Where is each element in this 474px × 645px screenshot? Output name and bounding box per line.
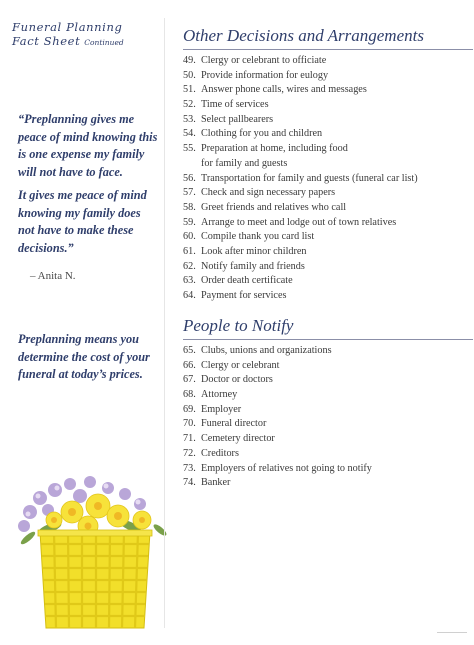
list-item-number: 64. xyxy=(183,290,196,302)
basket xyxy=(38,530,152,628)
list-item xyxy=(183,113,473,128)
list-item-number: 63. xyxy=(183,275,196,287)
list-item xyxy=(183,98,473,113)
list-item-number: 70. xyxy=(183,418,196,430)
list-item xyxy=(183,83,473,98)
testimonial-quote xyxy=(18,111,158,263)
notify-heading-rule xyxy=(183,339,473,340)
flower-basket-image xyxy=(10,470,170,630)
decisions-heading: Other Decisions and Arrangements xyxy=(183,26,424,45)
footer-rule xyxy=(437,632,467,633)
sidebar xyxy=(0,0,162,645)
list-item xyxy=(183,432,473,447)
list-item-text: Clergy or celebrant to officiate xyxy=(201,55,327,66)
list-item xyxy=(183,274,473,289)
list-item xyxy=(183,373,473,388)
sheet-title-line2: Fact Sheet xyxy=(12,34,81,48)
preplanning-tagline: Preplanning means you determine the cost of your funeral at today’s prices. xyxy=(18,332,150,381)
list-item xyxy=(183,476,473,491)
list-item-number: 67. xyxy=(183,374,196,386)
list-item-text: Clubs, unions and organizations xyxy=(201,345,332,356)
list-item xyxy=(183,344,473,359)
list-item-text: Look after minor children xyxy=(201,245,307,257)
list-item-number: 56. xyxy=(183,172,196,184)
list-item-number: 51. xyxy=(183,84,196,96)
list-item-number: 60. xyxy=(183,231,196,243)
quote-attribution: – Anita N. xyxy=(30,270,76,282)
notify-heading: People to Notify xyxy=(183,316,294,335)
list-item-number: 72. xyxy=(183,447,196,459)
list-item-text: Banker xyxy=(201,477,231,489)
list-item xyxy=(183,417,473,432)
list-item-text: Preparation at home, including food xyxy=(201,143,348,155)
decisions-heading-rule xyxy=(183,49,473,50)
list-item xyxy=(183,359,473,374)
list-item xyxy=(183,142,473,171)
list-item xyxy=(183,54,473,69)
list-item-text: Order death certificate xyxy=(201,275,293,287)
list-item-number: 66. xyxy=(183,359,196,371)
list-item-text: Creditors xyxy=(201,447,239,459)
list-item-number: 57. xyxy=(183,187,196,199)
list-item-text: Transportation for family and guests (funeral car list) xyxy=(201,172,418,184)
list-item-text: Check and sign necessary papers xyxy=(201,187,336,199)
list-item-text: Compile thank you card list xyxy=(201,231,315,243)
list-item-number: 65. xyxy=(183,345,196,356)
list-item-number: 50. xyxy=(183,69,196,81)
list-item xyxy=(183,230,473,245)
list-item-number: 61. xyxy=(183,245,196,257)
list-item-text: Clergy or celebrant xyxy=(201,359,280,371)
list-item-number: 59. xyxy=(183,216,196,228)
list-item xyxy=(183,403,473,418)
list-item xyxy=(183,172,473,187)
list-item xyxy=(183,289,473,304)
quote-paragraph-1: “Preplanning gives me peace of mind knowing this is one expense my family will not have to face. xyxy=(18,112,158,179)
list-item-number: 69. xyxy=(183,403,196,415)
list-item-text: Attorney xyxy=(201,389,238,401)
list-item xyxy=(183,201,473,216)
list-item xyxy=(183,245,473,260)
list-item xyxy=(183,388,473,403)
list-item xyxy=(183,260,473,275)
list-item-number: 74. xyxy=(183,477,196,489)
list-item-text: Answer phone calls, wires and messages xyxy=(201,84,367,96)
list-item-text: Time of services xyxy=(201,99,269,111)
list-item-text: Provide information for eulogy xyxy=(201,69,329,81)
list-item-text-continued: for family and guests xyxy=(201,157,288,169)
list-item-number: 71. xyxy=(183,433,196,445)
quote-paragraph-2: It gives me peace of mind knowing my family does not have to make these decisions.” xyxy=(18,188,147,255)
list-item-number: 55. xyxy=(183,143,196,155)
list-item-text: Doctor or doctors xyxy=(201,374,273,386)
list-item xyxy=(183,216,473,231)
decisions-list xyxy=(183,54,473,304)
list-item-text: Cemetery director xyxy=(201,433,275,445)
notify-list xyxy=(183,344,473,491)
list-item-text: Employers of relatives not going to notify xyxy=(201,462,372,474)
list-item-text: Clothing for you and children xyxy=(201,128,323,140)
list-item-text: Employer xyxy=(201,403,242,415)
list-item-text: Notify family and friends xyxy=(201,260,305,272)
list-item-number: 73. xyxy=(183,462,196,474)
list-item xyxy=(183,462,473,477)
list-item-text: Arrange to meet and lodge out of town relatives xyxy=(201,216,397,228)
list-item xyxy=(183,447,473,462)
list-item-number: 49. xyxy=(183,55,196,66)
column-divider xyxy=(164,18,165,628)
list-item-text: Funeral director xyxy=(201,418,267,430)
list-item-text: Greet friends and relatives who call xyxy=(201,201,347,213)
list-item xyxy=(183,127,473,142)
list-item-text: Select pallbearers xyxy=(201,113,274,125)
list-item-number: 62. xyxy=(183,260,196,272)
list-item xyxy=(183,186,473,201)
list-item-text: Payment for services xyxy=(201,290,287,302)
list-item-number: 58. xyxy=(183,201,196,213)
list-item-number: 52. xyxy=(183,99,196,111)
list-item-number: 68. xyxy=(183,389,196,401)
sheet-title-line1: Funeral Planning xyxy=(12,20,123,34)
sheet-title xyxy=(12,20,124,50)
list-item-number: 53. xyxy=(183,113,196,125)
list-item xyxy=(183,69,473,84)
sheet-title-continued: Continued xyxy=(84,38,124,47)
list-item-number: 54. xyxy=(183,128,196,140)
